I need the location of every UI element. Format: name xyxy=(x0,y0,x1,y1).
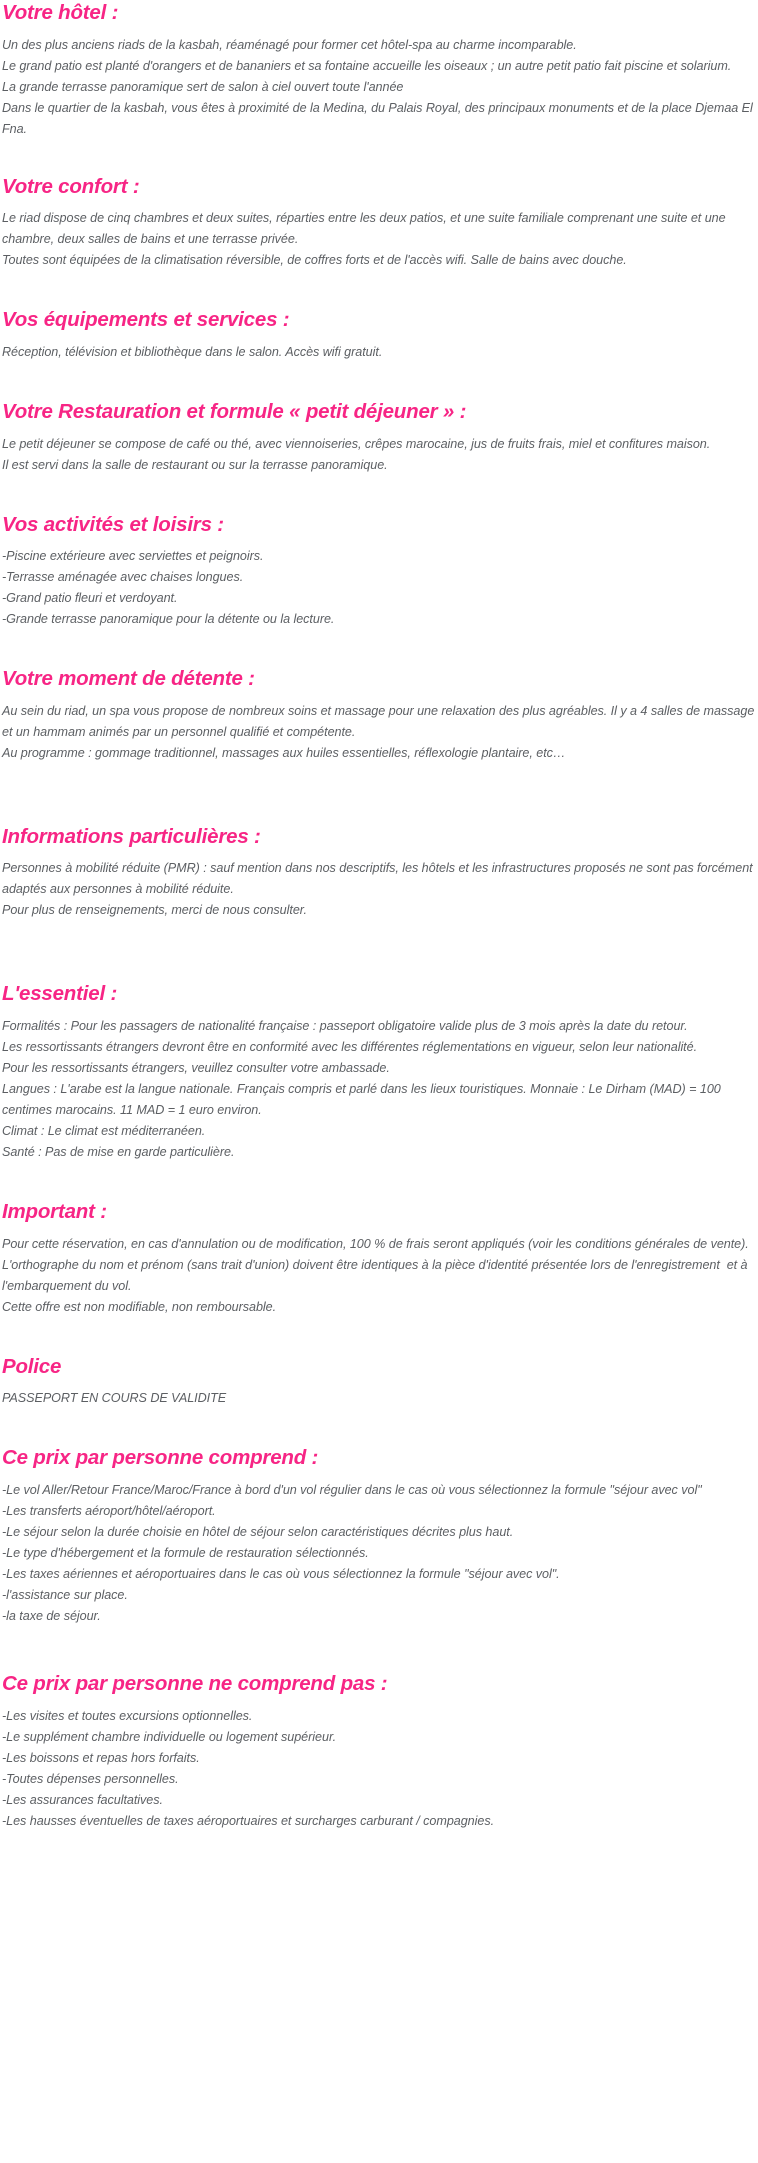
section-line: -Les taxes aériennes et aéroportuaires dans le cas où vous sélectionnez la formule "séjour avec vol". xyxy=(2,1566,560,1581)
heading-spacer xyxy=(2,692,756,701)
section-line: -Piscine extérieure avec serviettes et peignoirs. xyxy=(2,549,264,564)
section-police xyxy=(2,1354,756,1410)
section-line: Santé : Pas de mise en garde particulière. xyxy=(2,1145,235,1159)
section-line: Il est servi dans la salle de restaurant ou sur la terrasse panoramique. xyxy=(2,457,388,472)
heading-spacer xyxy=(2,333,756,342)
section-heading-ce-prix-ne-comprend-pas: Ce prix par personne ne comprend pas : xyxy=(2,1671,388,1695)
section-line: -Les hausses éventuelles de taxes aéroportuaires et surcharges carburant / compagnies. xyxy=(2,1813,495,1828)
section-line: -Les boissons et repas hors forfaits. xyxy=(2,1750,200,1765)
section-l-essentiel xyxy=(2,981,756,1163)
heading-spacer xyxy=(2,425,756,434)
section-line: -Les visites et toutes excursions optionnelles. xyxy=(2,1708,253,1723)
section-line: L'orthographe du nom et prénom (sans trait d'union) doivent être identiques à la pièce d'identité présentée lors de l'enregistrement et à l'embarquement du vol. xyxy=(2,1257,751,1293)
heading-spacer xyxy=(2,26,756,35)
section-line: Pour les ressortissants étrangers, veuillez consulter votre ambassade. xyxy=(2,1061,390,1075)
section-line: -Grande terrasse panoramique pour la détente ou la lecture. xyxy=(2,612,335,627)
section-line: -Les transferts aéroport/hôtel/aéroport. xyxy=(2,1503,216,1518)
section-line: Les ressortissants étrangers devront être en conformité avec les différentes réglementations en vigueur, selon leur nationalité. xyxy=(2,1040,698,1054)
section-line: -l'assistance sur place. xyxy=(2,1587,128,1602)
section-heading-informations-particulieres: Informations particulières : xyxy=(2,824,261,848)
section-line: Formalités : Pour les passagers de nationalité française : passeport obligatoire valide plus de 3 mois après la date du retour. xyxy=(2,1019,688,1033)
section-ce-prix-comprend xyxy=(2,1445,756,1627)
section-heading-votre-confort: Votre confort : xyxy=(2,174,140,198)
section-line: -Le type d'hébergement et la formule de restauration sélectionnés. xyxy=(2,1545,369,1560)
section-line: Toutes sont équipées de la climatisation réversible, de coffres forts et de l'accès wifi. Salle de bains avec douche. xyxy=(2,253,627,268)
section-line: Dans le quartier de la kasbah, vous êtes à proximité de la Medina, du Palais Royal, des principaux monuments et de la place Djemaa El Fna. xyxy=(2,100,757,136)
section-ce-prix-ne-comprend-pas xyxy=(2,1671,756,1832)
section-line: -Terrasse aménagée avec chaises longues. xyxy=(2,570,244,585)
heading-spacer xyxy=(2,1471,756,1480)
section-line: -Grand patio fleuri et verdoyant. xyxy=(2,591,178,606)
section-line: Climat : Le climat est méditerranéen. xyxy=(2,1124,206,1138)
section-line: Au sein du riad, un spa vous propose de nombreux soins et massage pour une relaxation des plus agréables. Il y a 4 salles de massage et un hammam animés par un personnel qualifié et compétente. xyxy=(2,703,758,739)
section-votre-confort xyxy=(2,174,756,272)
section-votre-moment-de-detente xyxy=(2,666,756,764)
section-line: Le riad dispose de cinq chambres et deux suites, réparties entre les deux patios, et une suite familiale comprenant une suite et une chambre, deux salles de bains et une terrasse privée. xyxy=(2,211,730,247)
section-line: Pour cette réservation, en cas d'annulation ou de modification, 100 % de frais seront appliqués (voir les conditions générales de vente). xyxy=(2,1236,749,1251)
section-votre-hotel xyxy=(2,0,756,140)
section-heading-important: Important : xyxy=(2,1200,107,1223)
section-heading-votre-moment-de-detente: Votre moment de détente : xyxy=(2,667,255,691)
section-line: Personnes à mobilité réduite (PMR) : sauf mention dans nos descriptifs, les hôtels et les infrastructures proposés ne sont pas forcément adaptés aux personnes à mobilité réduite. xyxy=(2,861,757,897)
heading-spacer xyxy=(2,849,756,858)
section-heading-votre-restauration: Votre Restauration et formule « petit déjeuner » : xyxy=(2,399,467,423)
section-line: Langues : L'arabe est la langue nationale. Français compris et parlé dans les lieux touristiques. Monnaie : Le Dirham (MAD) = 100 centimes marocains. 11 MAD = 1 euro environ. xyxy=(2,1082,725,1117)
section-line: PASSEPORT EN COURS DE VALIDITE xyxy=(2,1391,227,1406)
section-line: La grande terrasse panoramique sert de salon à ciel ouvert toute l'année xyxy=(2,79,404,94)
heading-spacer xyxy=(2,199,756,208)
section-heading-police: Police xyxy=(2,1354,62,1378)
section-line: -Le supplément chambre individuelle ou logement supérieur. xyxy=(2,1729,337,1744)
heading-spacer xyxy=(2,1007,756,1016)
section-votre-restauration xyxy=(2,399,756,476)
section-line: Pour plus de renseignements, merci de nous consulter. xyxy=(2,903,307,918)
section-heading-vos-equipements-et-services: Vos équipements et services : xyxy=(2,308,290,332)
section-important xyxy=(2,1199,756,1318)
section-heading-vos-activites-et-loisirs: Vos activités et loisirs : xyxy=(2,512,224,536)
section-vos-equipements-et-services xyxy=(2,307,756,363)
section-line: -Les assurances facultatives. xyxy=(2,1792,163,1807)
section-informations-particulieres xyxy=(2,824,756,922)
section-heading-ce-prix-comprend: Ce prix par personne comprend : xyxy=(2,1446,319,1470)
section-line: Cette offre est non modifiable, non remboursable. xyxy=(2,1299,277,1314)
section-line: Le grand patio est planté d'orangers et de bananiers et sa fontaine accueille les oiseaux ; un autre petit patio fait piscine et solarium. xyxy=(2,58,732,73)
section-vos-activites-et-loisirs xyxy=(2,512,756,631)
section-heading-votre-hotel: Votre hôtel : xyxy=(2,1,119,24)
section-line: -Le séjour selon la durée choisie en hôtel de séjour selon caractéristiques décrites plus haut. xyxy=(2,1524,514,1539)
heading-spacer xyxy=(2,1225,756,1234)
sections-container xyxy=(2,0,756,1832)
section-line: Au programme : gommage traditionnel, massages aux huiles essentielles, réflexologie plantaire, etc… xyxy=(2,745,566,760)
section-line: -Toutes dépenses personnelles. xyxy=(2,1771,179,1786)
section-line: Un des plus anciens riads de la kasbah, réaménagé pour former cet hôtel-spa au charme incomparable. xyxy=(2,37,577,52)
heading-spacer xyxy=(2,537,756,546)
heading-spacer xyxy=(2,1379,756,1388)
section-line: Réception, télévision et bibliothèque dans le salon. Accès wifi gratuit. xyxy=(2,344,383,359)
section-heading-l-essentiel: L'essentiel : xyxy=(2,982,118,1006)
heading-spacer xyxy=(2,1697,756,1706)
section-line: -Le vol Aller/Retour France/Maroc/France à bord d'un vol régulier dans le cas où vous sélectionnez la formule "séjour avec vol" xyxy=(2,1482,702,1497)
section-line: -la taxe de séjour. xyxy=(2,1608,101,1623)
section-line: Le petit déjeuner se compose de café ou thé, avec viennoiseries, crêpes marocaine, jus de fruits frais, miel et confitures maison. xyxy=(2,436,711,451)
